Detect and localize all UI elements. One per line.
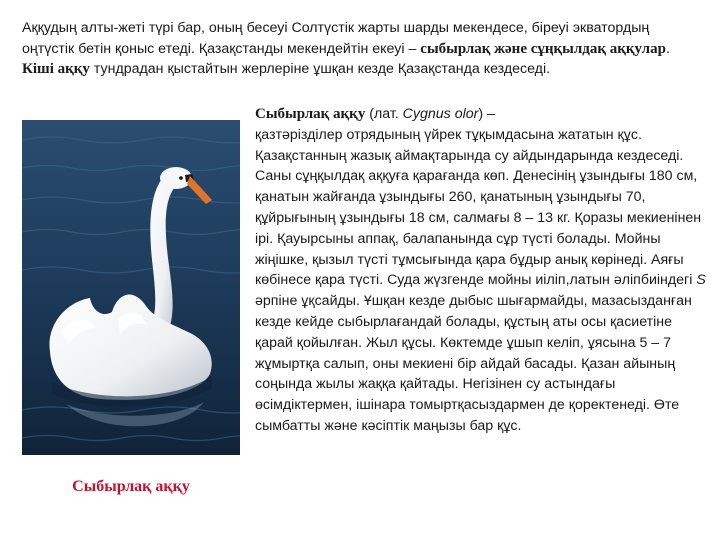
latin-suffix: ) – — [478, 106, 495, 122]
swan-illustration — [22, 120, 240, 455]
latin-prefix: (лат. — [365, 106, 403, 122]
article-title: Сыбырлақ аққу — [255, 106, 366, 122]
swan-photo — [22, 120, 240, 455]
intro-text-3: тундрадан қыстайтын жерлеріне ұшқан кезде Қазақстанда кездеседі. — [89, 61, 551, 77]
photo-caption: Сыбырлақ аққу — [72, 478, 190, 495]
article-paragraph — [255, 104, 710, 437]
article-text-1: қазтәрізділер отрядының үйрек тұқымдасына жататын құс. Қазақстанның жазық аймақтарында су айдындарында кездеседі. Саны сұңқылдақ аққуға қарағанда көп. Денесінің ұзындығы 180 см, қанатын жайғанда ұзындығы 260, қанатының ұзындығы 70, құйрығының ұзындығы 18 см, салмағы 8 – 13 кг. Қоразы мекиенінен ірі. Қауырсыны аппақ, балапанында сұр түсті болады. Мойны жіңішке, қызыл түсті тұмсығында қара бұдыр анық көрінеді. Аяғы көбінесе қара түсті. Суда жүзгенде мойны иіліп,латын әліпбиіндегі — [255, 126, 702, 289]
intro-text-1: Аққудың алты-жеті түрі бар, оның бесеуі Солтүстік жарты шарды мекендесе, біреуі экватордың оңтүстік бетін қоныс етеді. Қазақстанды мекендейтін екеуі – — [22, 20, 650, 57]
intro-bold-swans: сыбырлақ және сұңқылдақ аққулар — [420, 40, 666, 57]
article-text-2: әрпіне ұқсайды. Ұшқан кезде дыбыс шығармайды, мазасызданған кезде кейде сыбырлағандай болады, құстың аты осы қасиетіне қарай қойылған. Жыл құсы. Көктемде ұшып келіп, ұясына 5 – 7 жұмыртқа салып, оны мекиені бір айдай басады. Қазан айының соңында жылы жаққа қайтады. Негізінен су астындағы өсімдіктермен, ішінара томыртқасыздармен де қоректенеді. Өте сымбатты және кәсіптік маңызы бар құс. — [255, 293, 692, 434]
intro-bold-small-swan: Кіші аққу — [22, 61, 90, 77]
intro-text-2: . — [665, 40, 670, 57]
latin-name: Cygnus olor — [402, 106, 479, 122]
article-letter-s: S — [696, 272, 706, 289]
intro-paragraph — [22, 18, 690, 80]
